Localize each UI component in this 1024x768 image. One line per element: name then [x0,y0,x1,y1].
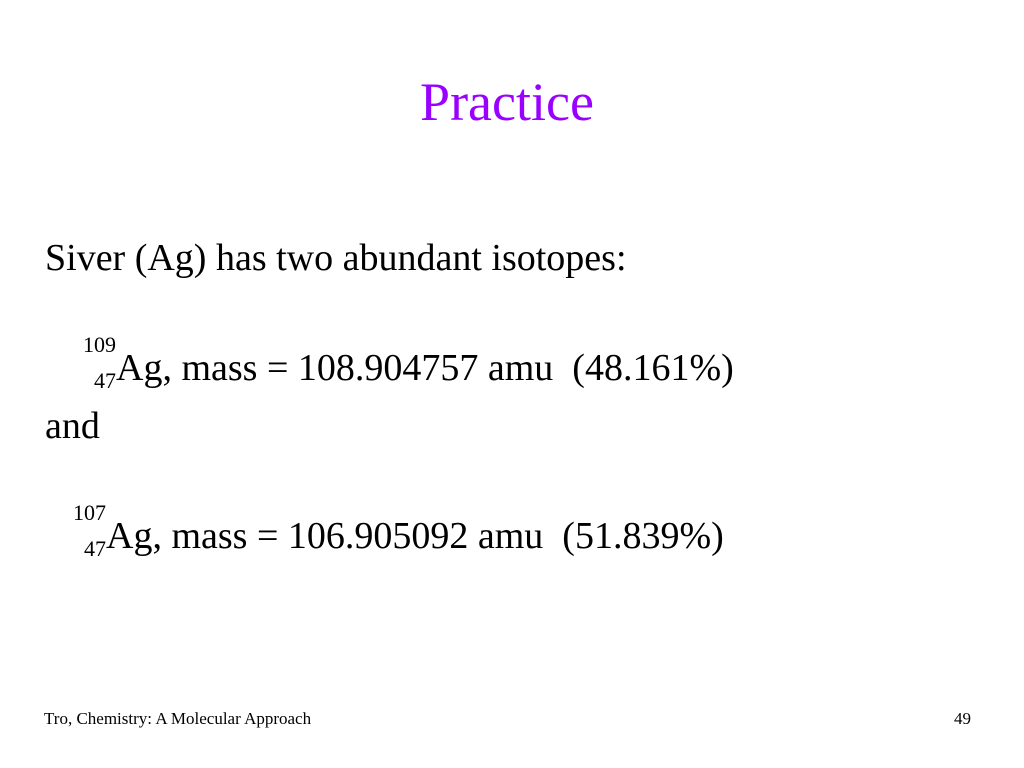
isotope-description: Ag, mass = 108.904757 amu (48.161%) [116,347,734,389]
page-number: 49 [954,709,971,728]
connector-text: and [45,405,100,447]
isotope-line-ag107 [22,460,724,608]
nuclide-notation [60,500,106,564]
isotope-line-ag109 [28,292,734,440]
footer-source: Tro, Chemistry: A Molecular Approach [44,709,312,728]
isotope-description: Ag, mass = 106.905092 amu (51.839%) [106,515,724,557]
nuclide-notation [66,332,116,396]
mass-number: 109 [83,332,116,357]
mass-number: 107 [73,500,106,525]
atomic-number: 47 [84,536,106,561]
intro-text: Siver (Ag) has two abundant isotopes: [45,237,627,279]
atomic-number: 47 [94,368,116,393]
slide-title: Practice [420,72,594,132]
